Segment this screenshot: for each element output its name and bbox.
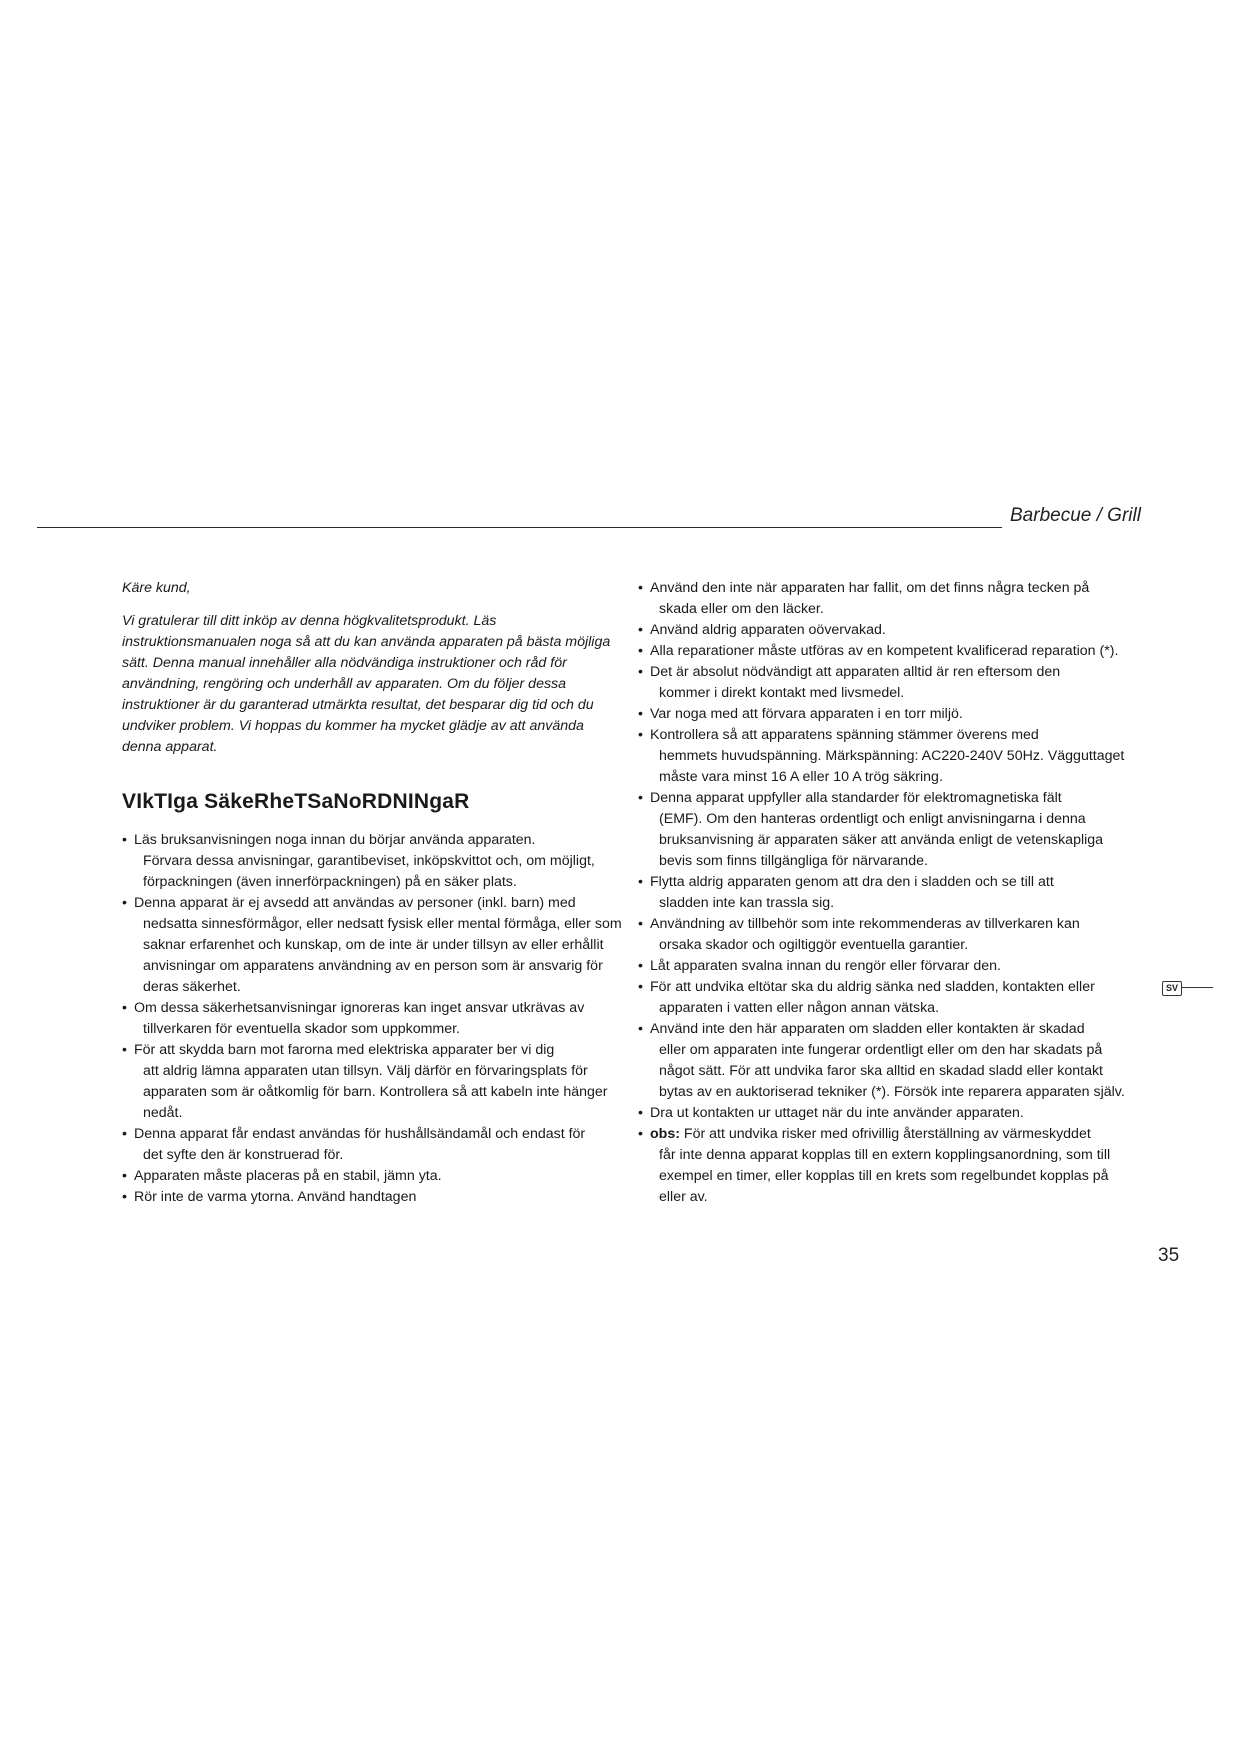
left-column <box>122 578 622 1208</box>
bullet-text: Rör inte de varma ytorna. Använd handtagen <box>134 1189 417 1205</box>
section-title: VIkTIga SäkeRheTSaNoRDNINgaR <box>122 790 470 813</box>
bullet-text: För att undvika risker med ofrivillig återställning av värmeskyddet <box>683 1126 1091 1142</box>
bullet-continuation: får inte denna apparat kopplas till en extern kopplingsanordning, som till exempel en timer, eller kopplas till en krets som regelbundet kopplas på eller av. <box>659 1147 1111 1205</box>
list-item <box>638 956 1138 977</box>
bullet-text: Det är absolut nödvändigt att apparaten alltid är ren eftersom den <box>650 664 1061 680</box>
list-item <box>638 578 1138 620</box>
left-bullet-list <box>122 830 622 1208</box>
bullet-text: Användning av tillbehör som inte rekommenderas av tillverkaren kan <box>650 916 1080 932</box>
list-item <box>122 1040 622 1124</box>
bullet-continuation: tillverkaren för eventuella skador som uppkommer. <box>143 1021 460 1037</box>
bullet-continuation: (EMF). Om den hanteras ordentligt och enligt anvisningarna i denna bruksanvisning är apparaten säker att använda enligt de vetenskapliga bevis som finns tillgängliga för närvarande. <box>659 811 1104 869</box>
bullet-continuation: Förvara dessa anvisningar, garantibeviset, inköpskvittot och, om möjligt, förpackningen (även innerförpackningen) på en säker plats. <box>143 853 595 890</box>
bullet-continuation: orsaka skador och ogiltiggör eventuella garantier. <box>659 937 969 953</box>
bullet-continuation: eller om apparaten inte fungerar ordentligt eller om den har skadats på något sätt. För att undvika faror ska alltid en skadad sladd eller kontakt bytas av en auktoriserad tekniker (*). Försök inte reparera apparaten själv. <box>659 1042 1125 1100</box>
obs-label: obs: <box>650 1126 680 1142</box>
list-item <box>122 893 622 998</box>
list-item <box>638 914 1138 956</box>
bullet-text: Använd den inte när apparaten har fallit, om det finns några tecken på <box>650 580 1090 596</box>
page-number: 35 <box>1158 1245 1180 1266</box>
language-tab-rule <box>1181 987 1213 988</box>
list-item <box>638 704 1138 725</box>
bullet-text: Dra ut kontakten ur uttaget när du inte använder apparaten. <box>650 1105 1024 1121</box>
bullet-text: Låt apparaten svalna innan du rengör eller förvarar den. <box>650 958 1001 974</box>
bullet-text: Använd aldrig apparaten oövervakad. <box>650 622 886 638</box>
bullet-text: Var noga med att förvara apparaten i en torr miljö. <box>650 706 963 722</box>
bullet-text: Läs bruksanvisningen noga innan du börjar använda apparaten. <box>134 832 536 848</box>
language-tab: SV <box>1162 981 1182 996</box>
list-item <box>122 1124 622 1166</box>
bullet-continuation: det syfte den är konstruerad för. <box>143 1147 344 1163</box>
greeting: Käre kund, <box>122 580 191 596</box>
header-title: Barbecue / Grill <box>1010 505 1141 526</box>
list-item <box>638 872 1138 914</box>
bullet-text: Denna apparat uppfyller alla standarder för elektromagnetiska fält <box>650 790 1062 806</box>
list-item <box>638 641 1138 662</box>
bullet-continuation: skada eller om den läcker. <box>659 601 824 617</box>
bullet-text: Om dessa säkerhetsanvisningar ignoreras kan inget ansvar utkrävas av <box>134 1000 585 1016</box>
list-item <box>122 830 622 893</box>
bullet-continuation: hemmets huvudspänning. Märkspänning: AC220-240V 50Hz. Vägguttaget måste vara minst 16 A eller 10 A trög säkring. <box>659 748 1125 785</box>
bullet-text: För att undvika eltötar ska du aldrig sänka ned sladden, kontakten eller <box>650 979 1095 995</box>
list-item <box>122 998 622 1040</box>
list-item <box>638 788 1138 872</box>
bullet-text: Flytta aldrig apparaten genom att dra den i sladden och se till att <box>650 874 1054 890</box>
bullet-text: Denna apparat får endast användas för hushållsändamål och endast för <box>134 1126 586 1142</box>
bullet-text: För att skydda barn mot farorna med elektriska apparater ber vi dig <box>134 1042 555 1058</box>
right-bullet-list <box>638 578 1138 1208</box>
bullet-text: Apparaten måste placeras på en stabil, jämn yta. <box>134 1168 442 1184</box>
list-item <box>638 1019 1138 1103</box>
bullet-text: Kontrollera så att apparatens spänning stämmer överens med <box>650 727 1039 743</box>
bullet-text: Denna apparat är ej avsedd att användas av personer (inkl. barn) med <box>134 895 576 911</box>
bullet-continuation: sladden inte kan trassla sig. <box>659 895 835 911</box>
list-item <box>638 725 1138 788</box>
bullet-continuation: att aldrig lämna apparaten utan tillsyn. Välj därför en förvaringsplats för apparaten som är oåtkomlig för barn. Kontrollera så att kabeln inte hänger nedåt. <box>143 1063 608 1121</box>
list-item <box>638 1103 1138 1124</box>
bullet-continuation: apparaten i vatten eller någon annan vätska. <box>659 1000 940 1016</box>
bullet-continuation: nedsatta sinnesförmågor, eller nedsatt fysisk eller mental förmåga, eller som saknar erfarenhet och kunskap, om de inte är under tillsyn av eller erhållit anvisningar om apparatens användning av en person som är ansvarig för deras säkerhet. <box>143 916 622 995</box>
intro-paragraph: Vi gratulerar till ditt inköp av denna högkvalitetsprodukt. Läs instruktionsmanualen noga så att du kan använda apparaten på bästa möjliga sätt. Denna manual innehåller alla nödvändiga instruktioner och råd för användning, rengöring och underhåll av apparaten. Om du följer dessa instruktioner är du garanterad utmärkta resultat, det besparar dig tid och du undviker problem. Vi hoppas du kommer ha mycket glädje av att använda denna apparat. <box>122 613 611 755</box>
bullet-text: Använd inte den här apparaten om sladden eller kontakten är skadad <box>650 1021 1085 1037</box>
list-item <box>638 662 1138 704</box>
list-item-obs <box>638 1124 1138 1208</box>
header-rule <box>37 527 1002 528</box>
list-item <box>638 977 1138 1019</box>
bullet-text: Alla reparationer måste utföras av en kompetent kvalificerad reparation (*). <box>650 643 1119 659</box>
list-item <box>638 620 1138 641</box>
list-item <box>122 1187 622 1208</box>
list-item <box>122 1166 622 1187</box>
bullet-continuation: kommer i direkt kontakt med livsmedel. <box>659 685 905 701</box>
right-column <box>638 578 1138 1208</box>
